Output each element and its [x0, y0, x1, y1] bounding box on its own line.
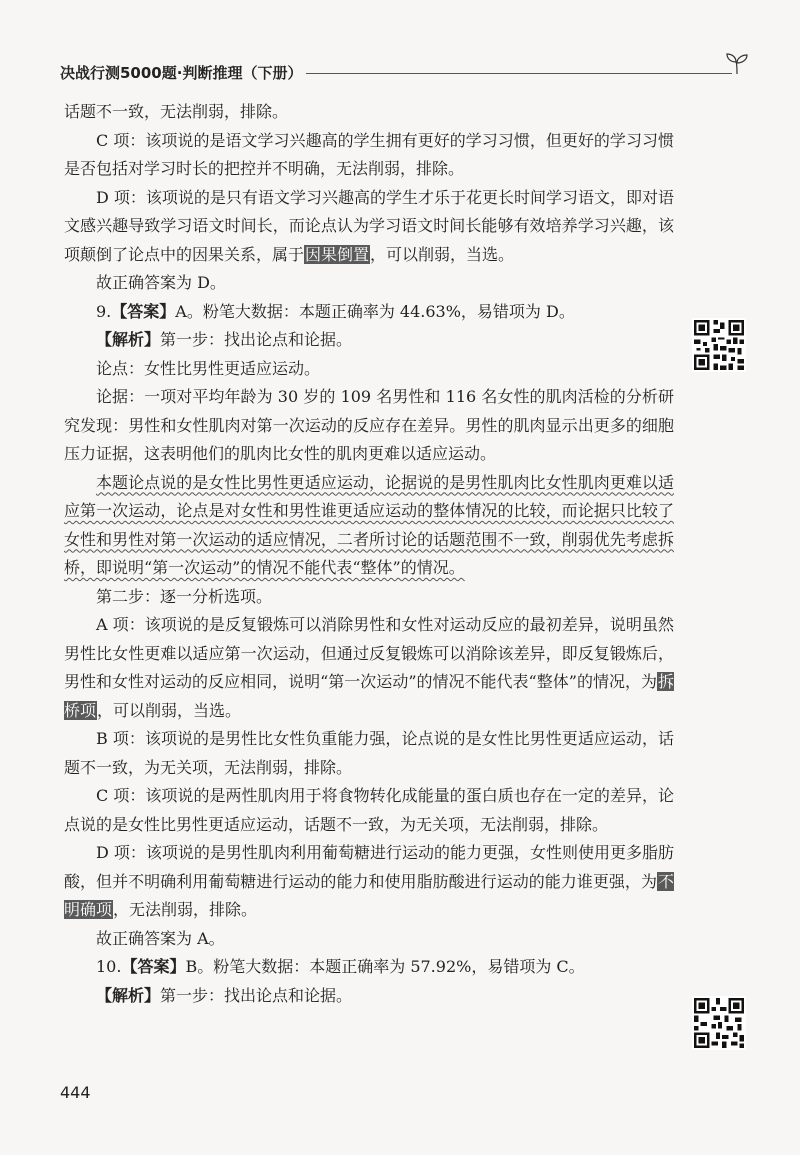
highlight-term: 拆桥项 — [64, 672, 674, 720]
question-10-explanation: 【解析】第一步：找出论点和论据。 — [96, 985, 353, 1005]
key-analysis — [64, 469, 674, 583]
qr-code-icon[interactable] — [692, 996, 746, 1050]
answer-line: 故正确答案为 D。 — [96, 273, 226, 292]
option-b-analysis: B 项：该项说的是男性比女性负重能力强，论点说的是女性比男性更适应运动，话题不一致，为无关项，无法削弱，排除。 — [64, 729, 674, 777]
option-d-analysis: D 项：该项说的是男性肌肉利用葡萄糖进行运动的能力更强，女性则使用更多脂肪酸，但并不明确利用葡萄糖进行运动的能力和使用脂肪酸进行运动的能力谁更强，为不明确项，无法削弱，排除。 — [64, 843, 674, 919]
wavy-underlined-text: 本题论点说的是女性比男性更适应运动，论据说的是男性肌肉比女性肌肉更难以适应第一次运动，论点是对女性和男性谁更适应运动的整体情况的比较，而论据只比较了女性和男性对第一次运动的适应情况，二者所讨论的话题范围不一致，削弱优先考虑拆桥，即说明“第一次运动”的情况不能代表“整体”的情况。 — [64, 472, 674, 577]
qr-code-icon[interactable] — [692, 318, 746, 372]
option-c-analysis: C 项：该项说的是两性肌肉用于将食物转化成能量的蛋白质也存在一定的差异，论点说的是女性比男性更适应运动，话题不一致，为无关项，无法削弱，排除。 — [64, 786, 674, 834]
argument-claim: 论点：女性比男性更适应运动。 — [96, 358, 321, 378]
highlight-term: 因果倒置 — [305, 244, 370, 264]
question-9-answer: 9.【答案】A。粉笔大数据：本题正确率为 44.63%，易错项为 D。 — [96, 301, 575, 321]
page-number: 444 — [60, 1083, 91, 1102]
answer-tag: 【答案】 — [111, 301, 176, 321]
question-10-answer: 10.【答案】B。粉笔大数据：本题正确率为 57.92%，易错项为 C。 — [96, 957, 585, 976]
option-c-analysis: C 项：该项说的是语文学习兴趣高的学生拥有更好的学习习惯，但更好的学习习惯是否包括对学习时长的把控并不明确，无法削弱，排除。 — [64, 130, 674, 178]
explanation-tag: 【解析】 — [96, 330, 161, 349]
step-two: 第二步：逐一分析选项。 — [96, 586, 273, 606]
argument-evidence: 论据：一项对平均年龄为 30 岁的 109 名男性和 116 名女性的肌肉活检的分析研究发现：男性和女性肌肉对第一次运动的反应存在差异。男性的肌肉显示出更多的细胞压力证据，这表明他们的肌肉比女性的肌肉更难以适应运动。 — [64, 387, 674, 463]
answer-line: 故正确答案为 A。 — [96, 928, 225, 948]
answer-tag: 【答案】 — [121, 957, 186, 976]
paragraph: 话题不一致，无法削弱，排除。 — [64, 102, 289, 121]
leaf-sprout-icon — [724, 50, 750, 76]
page-body — [64, 98, 674, 1010]
highlight-term: 不明确项 — [64, 871, 674, 919]
option-d-analysis: D 项：该项说的是只有语文学习兴趣高的学生才乐于花更长时间学习语文，即对语文感兴趣导致学习语文时间长，而论点认为学习语文时间长能够有效培养学习兴趣，该项颠倒了论点中的因果关系，属于因果倒置，可以削弱，当选。 — [64, 187, 674, 264]
option-a-analysis: A 项：该项说的是反复锻炼可以消除男性和女性对运动反应的最初差异，说明虽然男性比女性更难以适应第一次运动，但通过反复锻炼可以消除该差异，即反复锻炼后，男性和女性对运动的反应相同，说明“第一次运动”的情况不能代表“整体”的情况，为拆桥项，可以削弱，当选。 — [64, 615, 674, 720]
question-9-explanation: 【解析】第一步：找出论点和论据。 — [96, 330, 353, 349]
book-title: 决战行测5000题·判断推理（下册） — [60, 64, 303, 82]
header-rule — [306, 73, 732, 74]
explanation-tag: 【解析】 — [96, 985, 161, 1005]
running-header — [60, 62, 750, 86]
